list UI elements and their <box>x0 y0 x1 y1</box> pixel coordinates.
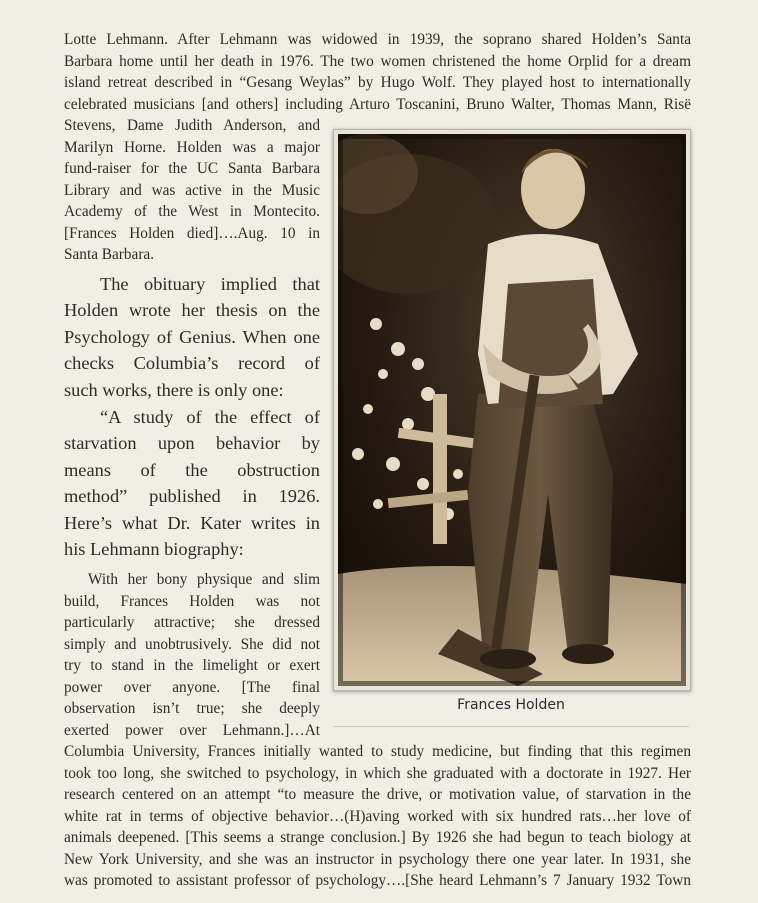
text-line: With her bony physique and slim <box>88 571 320 588</box>
text-line: was promoted to assistant professor of psychology….[She heard Lehmann’s 7 January 1932 Town <box>64 872 691 889</box>
text-line: try to stand in the limelight or exert <box>64 657 320 674</box>
text-line: “A study of the effect of <box>100 407 320 427</box>
text-line: New York University, and she was an instructor in psychology there one year later. In 1931, she <box>64 850 691 868</box>
text-line: fund-raiser for the UC Santa Barbara <box>64 160 320 177</box>
text-line: starvation upon behavior by <box>64 433 320 454</box>
text-line: Santa Barbara. <box>64 246 155 263</box>
text-line: The obituary implied that <box>100 274 320 294</box>
text-line: research centered on an attempt “to measure the drive, or motivation value, of starvation in the <box>64 786 691 803</box>
text-line: Holden wrote her thesis on the <box>64 300 320 321</box>
kater-quote-left <box>64 569 320 741</box>
text-line: Academy of the West in Montecito. <box>64 203 320 220</box>
text-line: Columbia University, Frances initially wanted to study medicine, but finding that this regimen <box>64 743 691 760</box>
obituary-paragraph <box>64 271 320 403</box>
sepia-photograph <box>338 134 686 686</box>
text-line: Barbara home until her death in 1976. The two women christened the home Orplid for a dream <box>64 52 691 70</box>
text-line: build, Frances Holden was not <box>64 592 320 610</box>
text-line: island retreat described in “Gesang Weylas” by Hugo Wolf. They played host to internationally <box>64 74 691 91</box>
left-column-quote <box>64 115 320 266</box>
photo-caption: Frances Holden <box>457 697 565 713</box>
kater-quote-full <box>64 741 691 892</box>
text-line: took too long, she switched to psychology, in which she graduated with a doctorate in 1927. Her <box>64 764 691 782</box>
caption-divider <box>333 726 689 727</box>
text-line: checks Columbia’s record of <box>64 353 320 374</box>
photo-frame <box>333 129 691 691</box>
text-line: such works, there is only one: <box>64 379 284 400</box>
text-line: means of the obstruction <box>64 459 320 480</box>
study-paragraph <box>64 404 320 562</box>
text-line: animals deepened. [This seems a strange conclusion.] By 1926 she had begun to teach biology at <box>64 829 691 846</box>
text-line: [Frances Holden died]….Aug. 10 in <box>64 224 320 242</box>
text-line: Lotte Lehmann. After Lehmann was widowed in 1939, the soprano shared Holden’s Santa <box>64 31 691 48</box>
text-line: power over anyone. [The final <box>64 678 320 696</box>
text-line: Library and was active in the Music <box>64 181 320 199</box>
text-line: celebrated musicians [and others] including Arturo Toscanini, Bruno Walter, Thomas Mann, Risë <box>64 95 691 113</box>
text-line: Stevens, Dame Judith Anderson, and <box>64 117 320 134</box>
text-line: exerted power over Lehmann.]…At <box>64 721 320 739</box>
text-line: his Lehmann biography: <box>64 539 244 560</box>
text-line: Marilyn Horne. Holden was a major <box>64 138 320 156</box>
text-line: Psychology of Genius. When one <box>64 326 320 347</box>
frances-holden-photo <box>338 134 686 686</box>
top-paragraph <box>64 29 691 115</box>
text-line: simply and unobtrusively. She did not <box>64 635 320 653</box>
text-line: method” published in 1926. <box>64 486 320 507</box>
text-line: Here’s what Dr. Kater writes in <box>64 512 320 533</box>
text-line: observation isn’t true; she deeply <box>64 700 320 717</box>
text-line: particularly attractive; she dressed <box>64 614 320 631</box>
text-line: white rat in terms of objective behavior…(H)aving worked with six hundred rats…her love of <box>64 807 691 825</box>
